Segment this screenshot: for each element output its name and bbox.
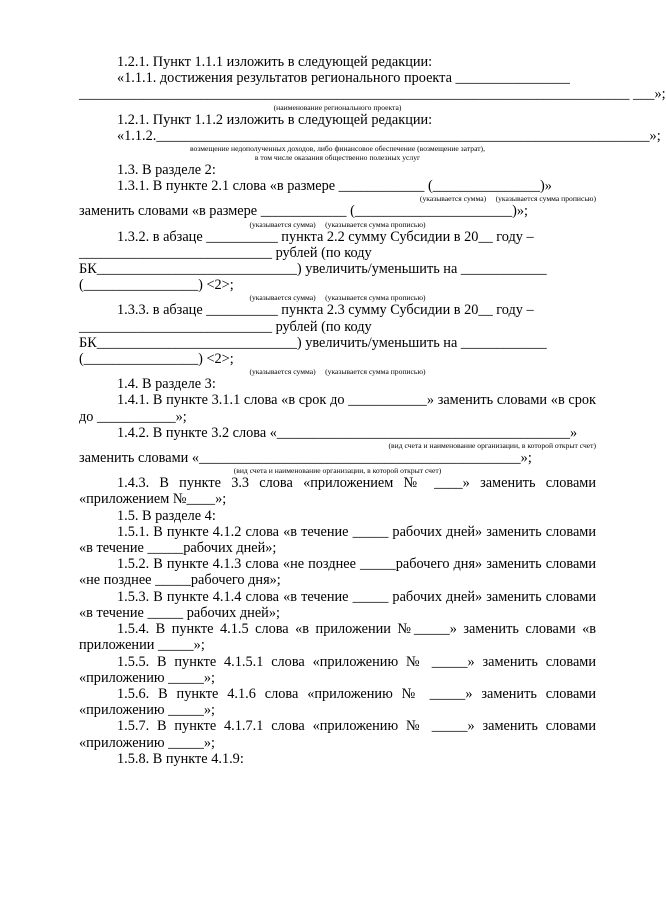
- paragraph-1-4: 1.4. В разделе 3:: [117, 376, 216, 393]
- paragraph-1-1-2-blank: «1.1.2._____________________________________________________________________»;: [117, 127, 661, 144]
- caption-amount-3: (указывается сумма) (указывается сумма прописью): [249, 293, 426, 303]
- paragraph-1-3-3-bk: БК____________________________) увеличить/уменьшить на ____________: [79, 334, 547, 351]
- paragraph-1-3-3-note: (________________) <2>;: [79, 351, 234, 368]
- caption-amount-1: (указывается сумма) (указывается сумма прописью): [419, 194, 596, 204]
- caption-account-2: (вид счета и наименование организации, в которой открыт счет): [233, 466, 442, 476]
- paragraph-1-4-3: 1.4.3. В пункте 3.3 слова «приложением № ____» заменить словами «приложением №____»;: [79, 475, 596, 508]
- paragraph-1-5-5: 1.5.5. В пункте 4.1.5.1 слова «приложению № _____» заменить словами «приложению _____»;: [79, 653, 596, 686]
- paragraph-1-3-3-rubles: ___________________________ рублей (по коду: [79, 318, 372, 335]
- paragraph-1-3-2-rubles: ___________________________ рублей (по коду: [79, 244, 372, 261]
- paragraph-1-2-1-b: 1.2.1. Пункт 1.1.2 изложить в следующей редакции:: [117, 111, 433, 128]
- paragraph-1-3-1: 1.3.1. В пункте 2.1 слова «в размере ____________ (_______________)»: [117, 178, 552, 195]
- caption-account-1: (вид счета и наименование организации, в которой открыт счет): [388, 441, 596, 451]
- paragraph-1-3: 1.3. В разделе 2:: [117, 162, 216, 179]
- paragraph-1-1-1-text: «1.1.1. достижения результатов регионального проекта ________________: [117, 70, 570, 87]
- paragraph-1-3-2: 1.3.2. в абзаце __________ пункта 2.2 сумму Субсидии в 20__ году –: [117, 228, 534, 245]
- paragraph-1-4-2: 1.4.2. В пункте 3.2 слова «_________________________________________»: [117, 424, 578, 441]
- document-content: [79, 54, 666, 767]
- paragraph-1-2-1: 1.2.1. Пункт 1.1.1 изложить в следующей редакции:: [117, 54, 433, 70]
- paragraph-1-3-3: 1.3.3. в абзаце __________ пункта 2.3 сумму Субсидии в 20__ году –: [117, 302, 534, 319]
- paragraph-1-4-1: 1.4.1. В пункте 3.1.1 слова «в срок до ___________» заменить словами «в срок до ___________»;: [79, 392, 596, 425]
- paragraph-1-5-1: 1.5.1. В пункте 4.1.2 слова «в течение _____ рабочих дней» заменить словами «в течение _____рабочих дней»;: [79, 523, 596, 557]
- paragraph-1-5-8: 1.5.8. В пункте 4.1.9:: [117, 750, 244, 767]
- paragraph-1-5-4: 1.5.4. В пункте 4.1.5 слова «в приложении №_____» заменить словами «в приложении _____»;: [79, 621, 596, 654]
- paragraph-1-5: 1.5. В разделе 4:: [117, 507, 216, 524]
- paragraph-1-5-7: 1.5.7. В пункте 4.1.7.1 слова «приложению № _____» заменить словами «приложению _____»;: [79, 718, 596, 751]
- caption-regional-project: (наименование регионального проекта): [273, 102, 402, 112]
- paragraph-1-3-2-bk: БК____________________________) увеличить/уменьшить на ____________: [79, 261, 547, 278]
- paragraph-1-1-1-blank: _____________________________________________________________________________ ___»;: [79, 86, 666, 103]
- caption-purpose-1: возмещение недополученных доходов, либо финансовое обеспечение (возмещение затрат),: [190, 144, 485, 154]
- paragraph-1-3-2-note: (________________) <2>;: [79, 277, 234, 294]
- caption-purpose-2: в том числе оказания общественно полезных услуг: [254, 153, 421, 163]
- paragraph-1-5-2: 1.5.2. В пункте 4.1.3 слова «не позднее _____рабочего дня» заменить словами «не позднее _____рабочего дня»;: [79, 556, 596, 589]
- paragraph-1-4-2-replace: заменить словами «_____________________________________________»;: [79, 450, 532, 467]
- caption-amount-4: (указывается сумма) (указывается сумма прописью): [249, 367, 426, 377]
- caption-amount-2: (указывается сумма) (указывается сумма прописью): [249, 219, 426, 229]
- paragraph-1-5-6: 1.5.6. В пункте 4.1.6 слова «приложению № _____» заменить словами «приложению _____»;: [79, 685, 596, 719]
- paragraph-1-5-3: 1.5.3. В пункте 4.1.4 слова «в течение _____ рабочих дней» заменить словами «в течение _____ рабочих дней»;: [79, 588, 596, 621]
- paragraph-1-3-1-replace: заменить словами «в размере ____________ (______________________)»;: [79, 203, 528, 220]
